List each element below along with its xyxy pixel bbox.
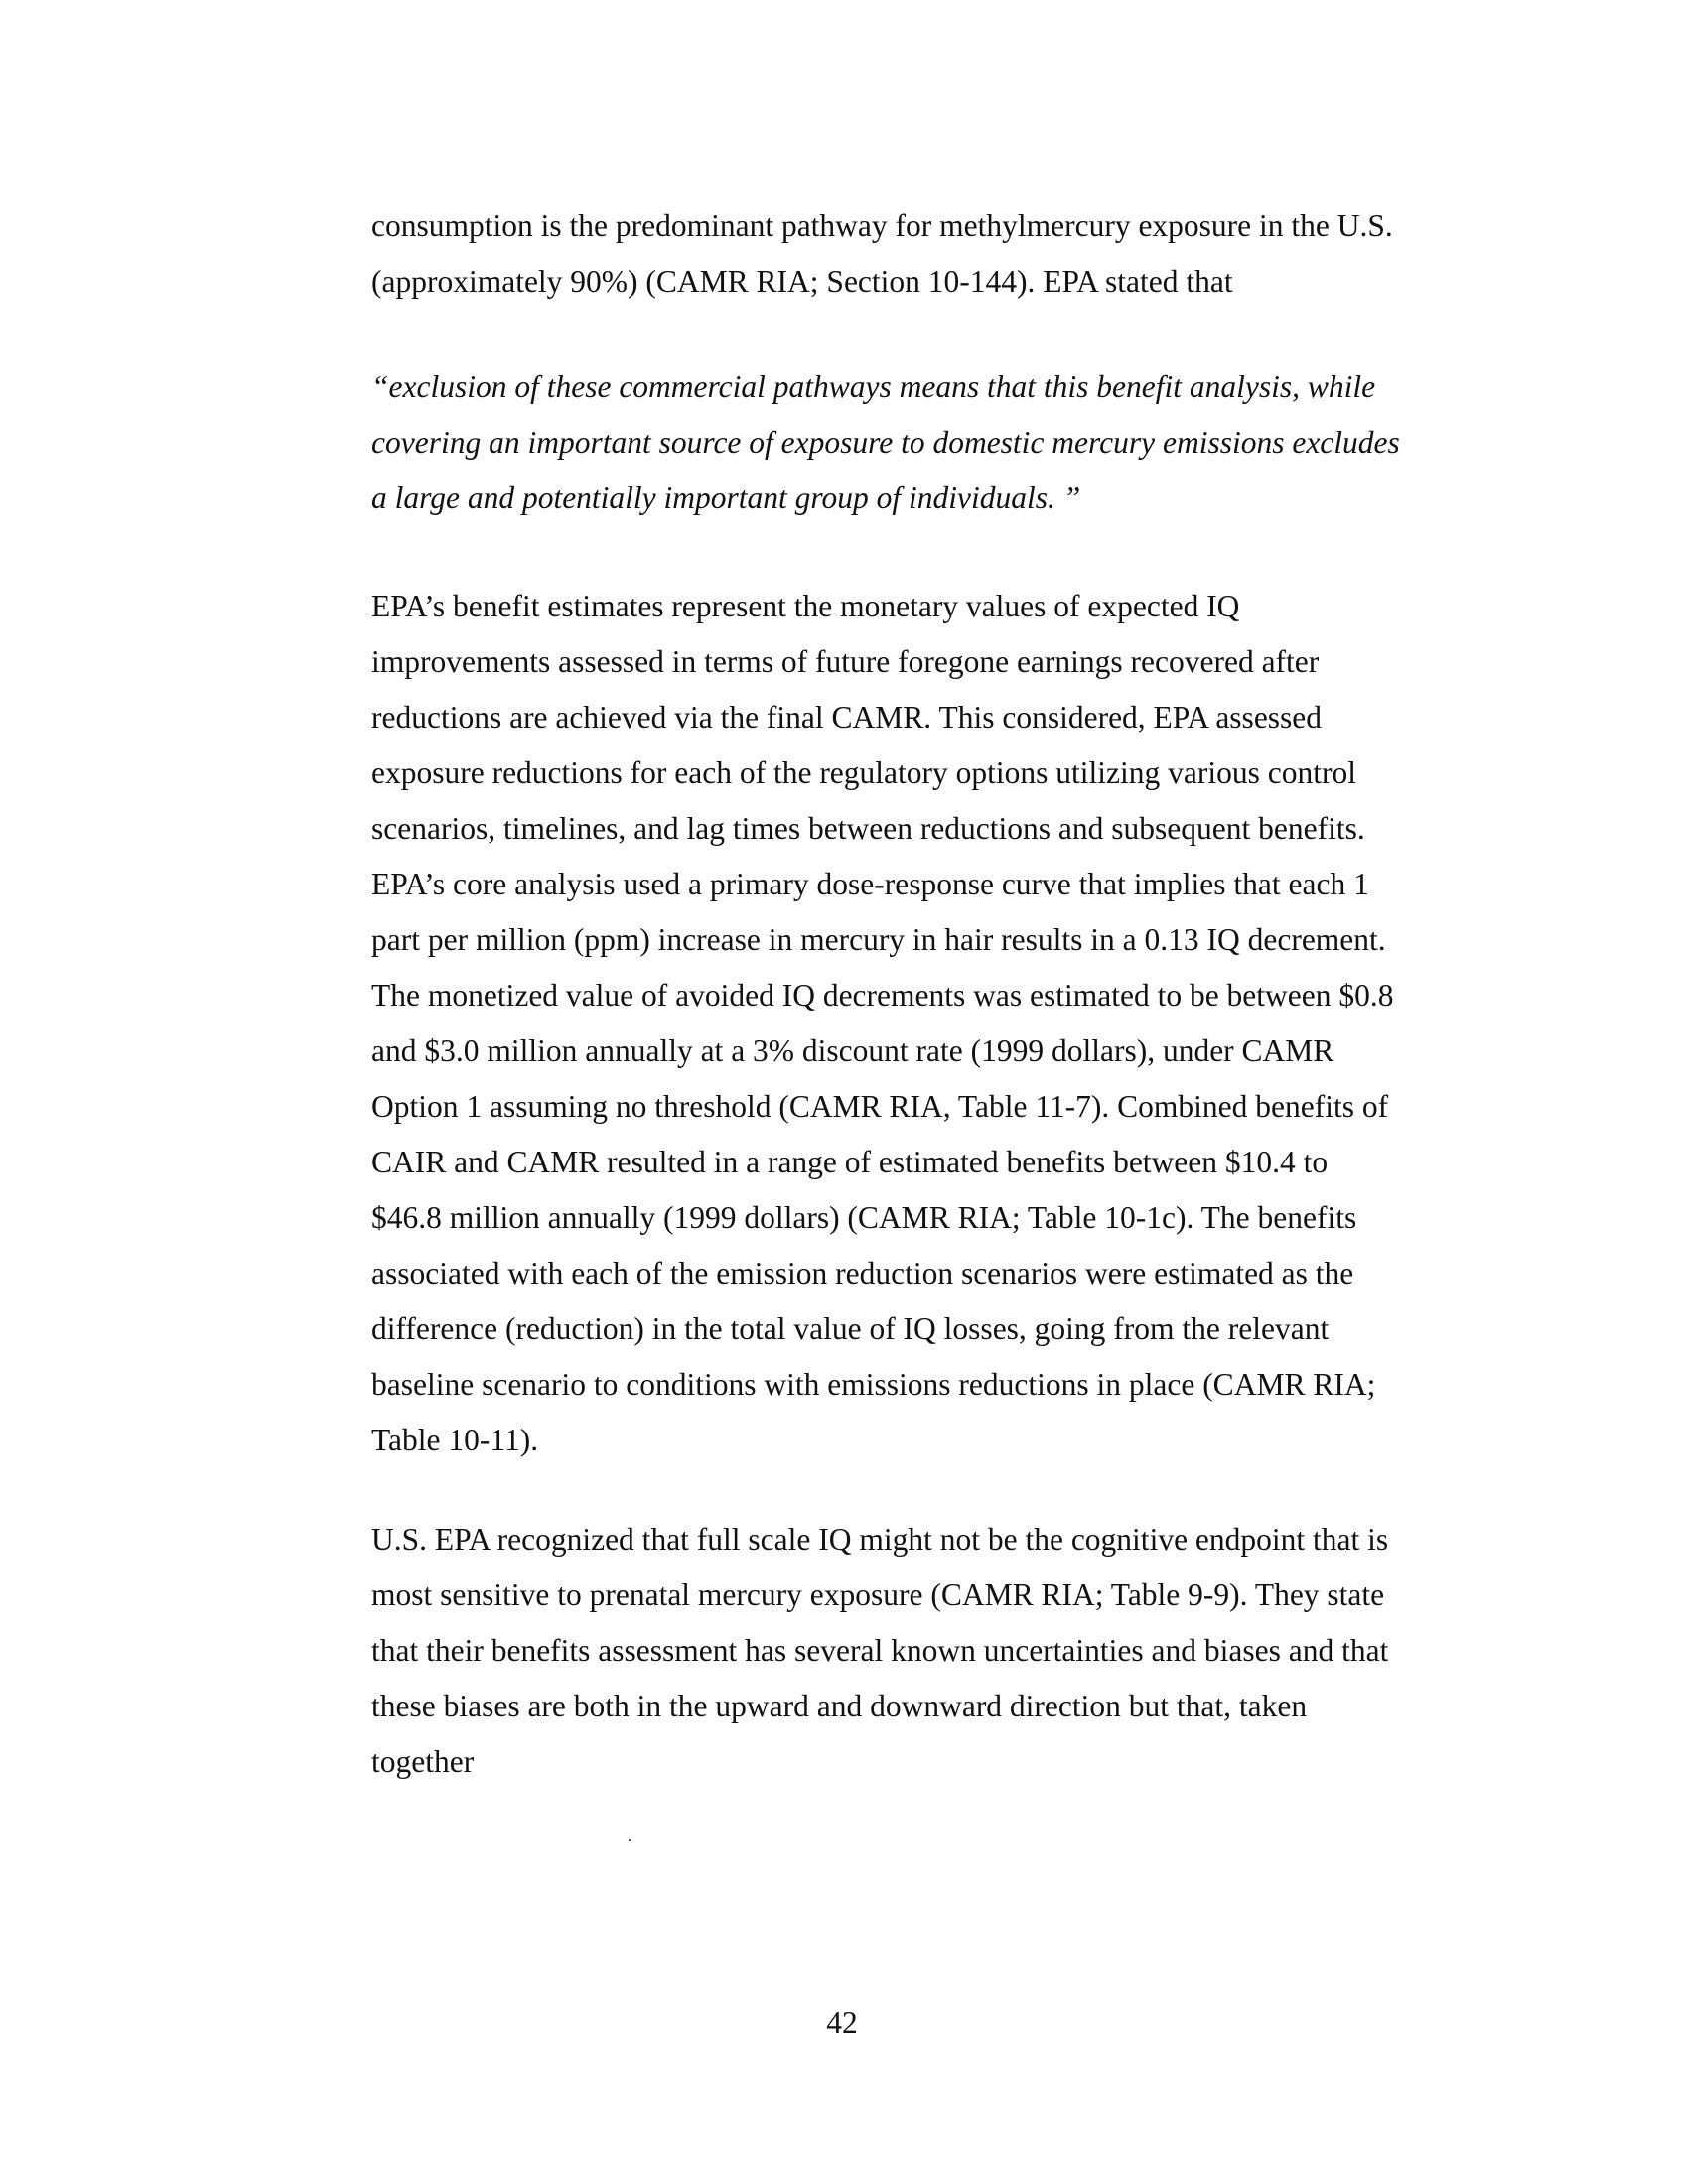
text-line: CAIR and CAMR resulted in a range of estimated benefits between $10.4 to xyxy=(371,1145,1329,1179)
text-line: together xyxy=(371,1744,475,1779)
text-line: $46.8 million annually (1999 dollars) (CAMR RIA; Table 10-1c). The benefits xyxy=(371,1200,1357,1235)
page-number: 42 xyxy=(826,2005,858,2040)
quote-line: a large and potentially important group of individuals. ” xyxy=(371,480,1081,515)
text-line: part per million (ppm) increase in mercury in hair results in a 0.13 IQ decrement. xyxy=(371,922,1386,957)
text-line: (approximately 90%) (CAMR RIA; Section 10-144). EPA stated that xyxy=(371,264,1233,299)
text-line: difference (reduction) in the total value of IQ losses, going from the relevant xyxy=(371,1311,1330,1346)
scan-speck xyxy=(629,1839,632,1841)
quote-line: covering an important source of exposure to domestic mercury emissions excludes xyxy=(371,425,1400,460)
text-line: exposure reductions for each of the regulatory options utilizing various control xyxy=(371,755,1356,790)
paragraph-uncertainties xyxy=(371,1512,1454,1790)
text-line: U.S. EPA recognized that full scale IQ might not be the cognitive endpoint that is xyxy=(371,1522,1389,1557)
text-line: and $3.0 million annually at a 3% discount rate (1999 dollars), under CAMR xyxy=(371,1033,1334,1068)
text-line: these biases are both in the upward and downward direction but that, taken xyxy=(371,1689,1308,1723)
text-line: improvements assessed in terms of future foregone earnings recovered after xyxy=(371,644,1320,679)
quote-line: “exclusion of these commercial pathways means that this benefit analysis, while xyxy=(371,369,1376,404)
text-line: that their benefits assessment has several known uncertainties and biases and that xyxy=(371,1633,1389,1668)
text-line: EPA’s benefit estimates represent the monetary values of expected IQ xyxy=(371,589,1240,623)
text-line: most sensitive to prenatal mercury exposure (CAMR RIA; Table 9-9). They state xyxy=(371,1577,1385,1612)
text-line: scenarios, timelines, and lag times between reductions and subsequent benefits. xyxy=(371,811,1365,846)
text-line: baseline scenario to conditions with emissions reductions in place (CAMR RIA; xyxy=(371,1367,1376,1402)
text-line: EPA’s core analysis used a primary dose-response curve that implies that each 1 xyxy=(371,867,1369,901)
text-line: reductions are achieved via the final CAMR. This considered, EPA assessed xyxy=(371,700,1323,735)
block-quote xyxy=(371,359,1454,526)
paragraph-benefit-estimates xyxy=(371,579,1454,1468)
text-line: Table 10-11). xyxy=(371,1423,539,1457)
text-line: Option 1 assuming no threshold (CAMR RIA, Table 11-7). Combined benefits of xyxy=(371,1089,1389,1124)
text-line: associated with each of the emission reduction scenarios were estimated as the xyxy=(371,1256,1354,1291)
text-line: consumption is the predominant pathway for methylmercury exposure in the U.S. xyxy=(371,208,1393,243)
text-line: The monetized value of avoided IQ decrements was estimated to be between $0.8 xyxy=(371,978,1394,1013)
paragraph-fish-consumption xyxy=(371,199,1454,310)
